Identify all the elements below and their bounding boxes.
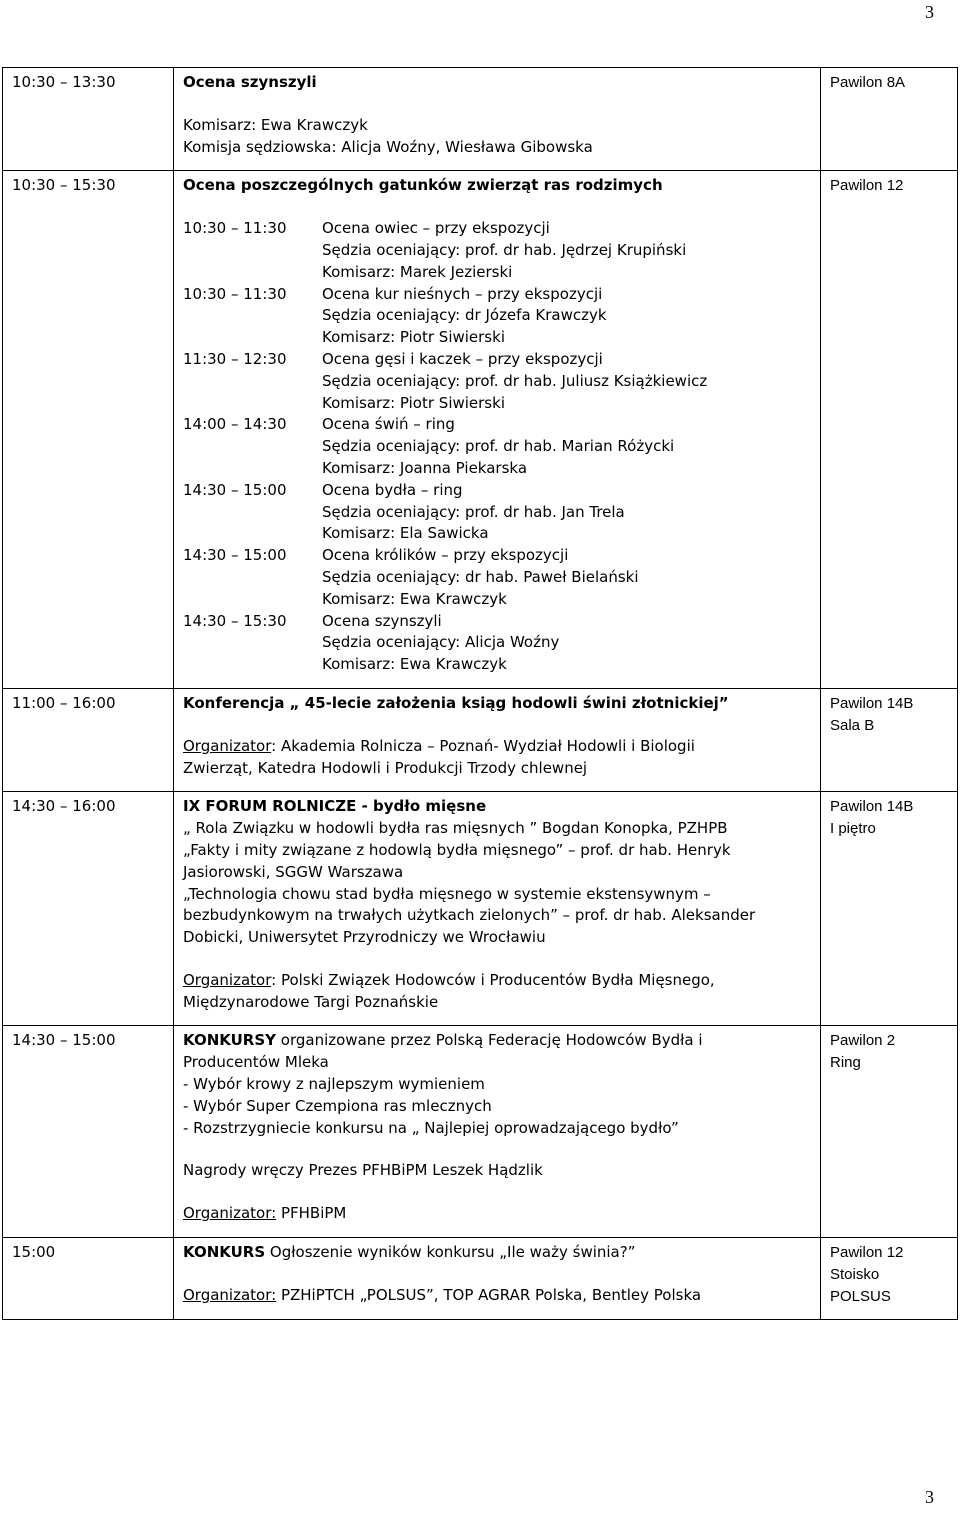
venue-line: Pawilon 14B bbox=[830, 798, 914, 816]
venue-line: Pawilon 12 bbox=[830, 177, 904, 195]
sub-line: Komisarz: Ewa Krawczyk bbox=[322, 589, 507, 608]
sub-line: Ocena bydła – ring bbox=[322, 480, 463, 499]
venue-cell bbox=[821, 171, 958, 689]
sub-line: Sędzia oceniający: dr hab. Paweł Bielański bbox=[322, 567, 639, 586]
schedule-table bbox=[2, 67, 958, 1320]
event-cell bbox=[174, 68, 821, 171]
sub-line: Komisarz: Marek Jezierski bbox=[322, 262, 513, 281]
sub-time: 14:00 – 14:30 bbox=[183, 415, 287, 434]
event-title: Ocena poszczególnych gatunków zwierząt ras rodzimych bbox=[183, 176, 663, 195]
organizer-text: PFHBiPM bbox=[276, 1204, 347, 1223]
event-line: - Wybór Super Czempiona ras mlecznych bbox=[183, 1096, 492, 1115]
sub-line: Ocena szynszyli bbox=[322, 611, 442, 630]
time-cell: 14:30 – 16:00 bbox=[3, 792, 174, 1026]
sub-line: Komisarz: Piotr Siwierski bbox=[322, 393, 505, 412]
organizer-line bbox=[183, 736, 811, 758]
organizer-line bbox=[183, 1203, 811, 1225]
event-line: Jasiorowski, SGGW Warszawa bbox=[183, 862, 404, 881]
sub-time: 14:30 – 15:00 bbox=[183, 480, 287, 499]
page-number-top: 3 bbox=[925, 2, 934, 22]
event-cell bbox=[174, 1026, 821, 1238]
sub-line: Ocena królików – przy ekspozycji bbox=[322, 546, 569, 565]
sub-line: Komisarz: Joanna Piekarska bbox=[322, 458, 528, 477]
organizer-label: Organizator: bbox=[183, 1204, 277, 1223]
sub-details bbox=[322, 545, 811, 610]
event-cell bbox=[174, 171, 821, 689]
time-cell: 10:30 – 15:30 bbox=[3, 171, 174, 689]
venue-line: Ring bbox=[830, 1054, 861, 1072]
sub-details bbox=[322, 414, 811, 479]
venue-cell bbox=[821, 688, 958, 791]
event-line: Dobicki, Uniwersytet Przyrodniczy we Wrocławiu bbox=[183, 928, 546, 947]
table-row bbox=[3, 792, 958, 1026]
venue-cell bbox=[821, 1026, 958, 1238]
sub-line: Sędzia oceniający: prof. dr hab. Jan Trela bbox=[322, 502, 625, 521]
sub-line: Sędzia oceniający: prof. dr hab. Juliusz Książkiewicz bbox=[322, 371, 708, 390]
sub-details bbox=[322, 218, 811, 283]
sub-time: 14:30 – 15:30 bbox=[183, 611, 287, 630]
event-title: Ocena szynszyli bbox=[183, 73, 317, 91]
sub-line: Sędzia oceniający: dr Józefa Krawczyk bbox=[322, 306, 607, 325]
sub-details bbox=[322, 480, 811, 545]
organizer-text: PZHiPTCH „POLSUS”, TOP AGRAR Polska, Bentley Polska bbox=[276, 1285, 702, 1304]
sub-line: Ocena świń – ring bbox=[322, 415, 455, 434]
sub-line: Sędzia oceniający: prof. dr hab. Marian Różycki bbox=[322, 437, 675, 456]
sub-time: 10:30 – 11:30 bbox=[183, 284, 287, 303]
table-row bbox=[3, 688, 958, 791]
venue-line: Pawilon 8A bbox=[830, 74, 906, 91]
event-title-rest: organizowane przez Polską Federację Hodowców Bydła i bbox=[276, 1031, 703, 1050]
organizer-line bbox=[183, 970, 811, 992]
event-line: - Wybór krowy z najlepszym wymieniem bbox=[183, 1075, 485, 1094]
table-row bbox=[3, 1238, 958, 1320]
time-cell: 15:00 bbox=[3, 1238, 174, 1320]
sub-line: Komisarz: Piotr Siwierski bbox=[322, 328, 505, 347]
venue-line: I piętro bbox=[830, 820, 876, 838]
sub-line: Ocena owiec – przy ekspozycji bbox=[322, 219, 550, 238]
event-cell bbox=[174, 792, 821, 1026]
event-title: KONKURS bbox=[183, 1243, 266, 1262]
table-row bbox=[3, 1026, 958, 1238]
sub-line: Komisarz: Ela Sawicka bbox=[322, 524, 489, 543]
venue-cell bbox=[821, 68, 958, 171]
organizer-line: Międzynarodowe Targi Poznańskie bbox=[183, 992, 439, 1011]
sub-time: 10:30 – 11:30 bbox=[183, 219, 287, 238]
event-title-line bbox=[183, 1030, 811, 1052]
table-row bbox=[3, 68, 958, 171]
event-line: „Technologia chowu stad bydła mięsnego w systemie ekstensywnym – bbox=[183, 884, 711, 903]
event-line: „Fakty i mity związane z hodowlą bydła mięsnego” – prof. dr hab. Henryk bbox=[183, 840, 731, 859]
event-cell bbox=[174, 688, 821, 791]
venue-line: Pawilon 12 bbox=[830, 1244, 904, 1262]
event-line: bezbudynkowym na trwałych użytkach zielonych” – prof. dr hab. Aleksander bbox=[183, 906, 756, 925]
event-title-line bbox=[183, 1242, 811, 1264]
venue-line: Pawilon 2 bbox=[830, 1032, 896, 1050]
event-line: Komisarz: Ewa Krawczyk bbox=[183, 115, 368, 134]
event-title: IX FORUM ROLNICZE - bydło mięsne bbox=[183, 797, 487, 816]
sub-line: Sędzia oceniający: prof. dr hab. Jędrzej Krupiński bbox=[322, 240, 687, 259]
event-line: Komisja sędziowska: Alicja Woźny, Wiesława Gibowska bbox=[183, 137, 593, 156]
sub-line: Komisarz: Ewa Krawczyk bbox=[322, 655, 507, 674]
organizer-label: Organizator bbox=[183, 736, 272, 755]
sub-line: Ocena kur nieśnych – przy ekspozycji bbox=[322, 284, 603, 303]
event-title: Konferencja „ 45-lecie założenia ksiąg hodowli świni złotnickiej” bbox=[183, 693, 729, 712]
sub-details bbox=[322, 349, 811, 414]
venue-line: Stoisko bbox=[830, 1265, 880, 1283]
sub-line: Sędzia oceniający: Alicja Woźny bbox=[322, 633, 560, 652]
time-cell: 11:00 – 16:00 bbox=[3, 688, 174, 791]
sub-details bbox=[322, 611, 811, 676]
event-cell bbox=[174, 1238, 821, 1320]
event-line: „ Rola Związku w hodowli bydła ras mięsnych ” Bogdan Konopka, PZHPB bbox=[183, 819, 728, 838]
sub-schedule bbox=[183, 218, 811, 676]
organizer-label: Organizator bbox=[183, 970, 272, 989]
event-title: KONKURSY bbox=[183, 1031, 277, 1050]
sub-line: Ocena gęsi i kaczek – przy ekspozycji bbox=[322, 349, 603, 368]
organizer-label: Organizator: bbox=[183, 1285, 277, 1304]
organizer-line: Zwierząt, Katedra Hodowli i Produkcji Trzody chlewnej bbox=[183, 758, 588, 777]
venue-cell bbox=[821, 1238, 958, 1320]
event-line: - Rozstrzygniecie konkursu na „ Najlepiej oprowadzającego bydło” bbox=[183, 1118, 679, 1137]
venue-line: POLSUS bbox=[830, 1287, 891, 1305]
time-cell: 10:30 – 13:30 bbox=[3, 68, 174, 171]
venue-cell bbox=[821, 792, 958, 1026]
page-number-bottom: 3 bbox=[925, 1487, 934, 1507]
organizer-line bbox=[183, 1285, 811, 1307]
venue-line: Sala B bbox=[830, 716, 875, 734]
time-cell: 14:30 – 15:00 bbox=[3, 1026, 174, 1238]
sub-time: 11:30 – 12:30 bbox=[183, 349, 287, 368]
venue-line: Pawilon 14B bbox=[830, 694, 914, 712]
sub-details bbox=[322, 284, 811, 349]
event-title-rest: Producentów Mleka bbox=[183, 1053, 329, 1072]
award-line: Nagrody wręczy Prezes PFHBiPM Leszek Hądzlik bbox=[183, 1161, 543, 1180]
event-title-rest: Ogłoszenie wyników konkursu „Ile waży świnia?” bbox=[265, 1243, 636, 1262]
table-row bbox=[3, 171, 958, 689]
organizer-text: : Polski Związek Hodowców i Producentów Bydła Mięsnego, bbox=[271, 970, 715, 989]
sub-time: 14:30 – 15:00 bbox=[183, 546, 287, 565]
organizer-text: : Akademia Rolnicza – Poznań- Wydział Hodowli i Biologii bbox=[271, 736, 695, 755]
